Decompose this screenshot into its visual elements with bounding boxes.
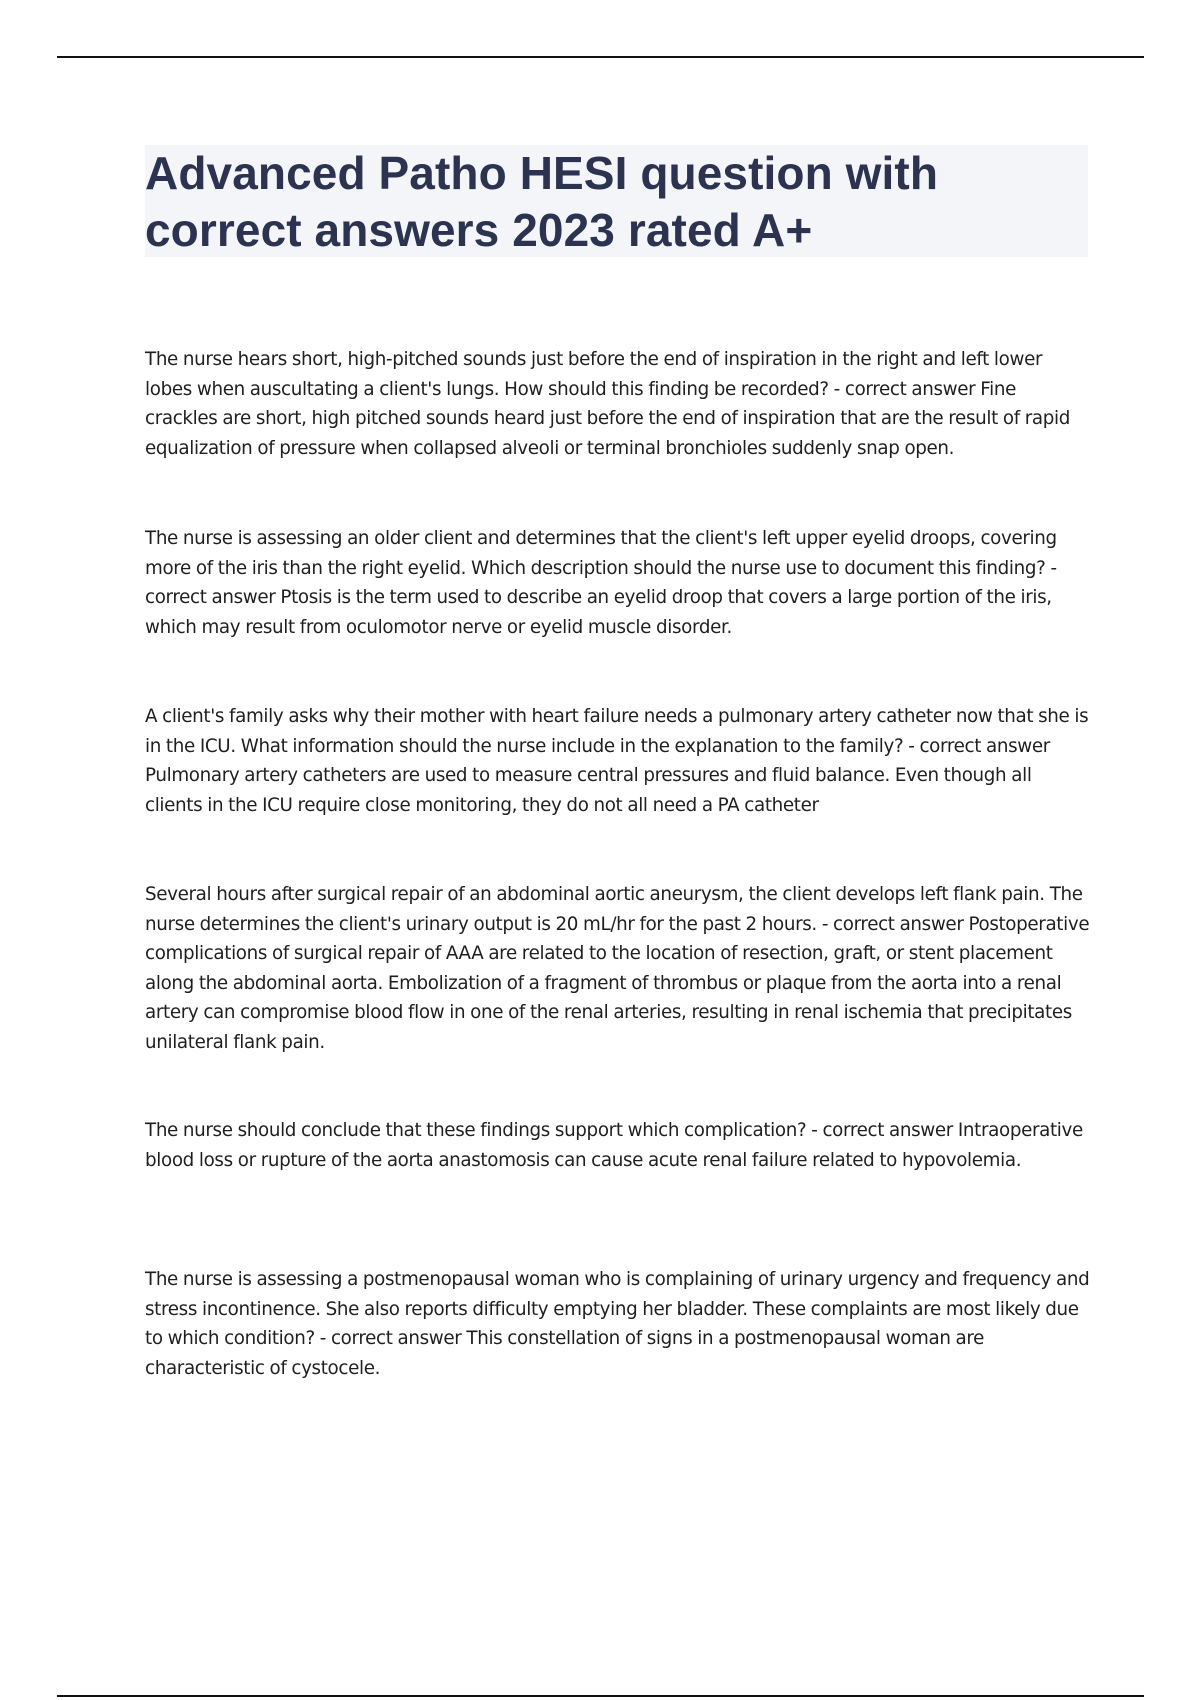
bottom-divider xyxy=(57,1695,1144,1697)
page-title: Advanced Patho HESI question with correct answers 2023 rated A+ xyxy=(145,147,939,256)
top-divider xyxy=(57,56,1144,58)
qa-entry: The nurse is assessing a postmenopausal woman who is complaining of urinary urgency and frequency and stress incontinence. She also reports difficulty emptying her bladder. These complaints are most likely due to which condition? - correct answer This constellation of signs in a postmenopausal woman are characteristic of cystocele. xyxy=(145,1269,1090,1379)
qa-entry: The nurse is assessing an older client and determines that the client's left upper eyelid droops, covering more of the iris than the right eyelid. Which description should the nurse use to document this finding? - correct answer Ptosis is the term used to describe an eyelid droop that covers a large portion of the iris, which may result from oculomotor nerve or eyelid muscle disorder. xyxy=(145,528,1057,638)
qa-entry: Several hours after surgical repair of an abdominal aortic aneurysm, the client develops left flank pain. The nurse determines the client's urinary output is 20 mL/hr for the past 2 hours. - correct answer Postoperative complications of surgical repair of AAA are related to the location of resection, graft, or stent placement along the abdominal aorta. Embolization of a fragment of thrombus or plaque from the aorta into a renal artery can compromise blood flow in one of the renal arteries, resulting in renal ischemia that precipitates unilateral flank pain. xyxy=(145,884,1090,1053)
qa-entry: The nurse hears short, high-pitched sounds just before the end of inspiration in the right and left lower lobes when auscultating a client's lungs. How should this finding be recorded? - correct answer Fine crackles are short, high pitched sounds heard just before the end of inspiration that are the result of rapid equalization of pressure when collapsed alveoli or terminal bronchioles suddenly snap open. xyxy=(145,349,1071,459)
title-banner xyxy=(145,145,1088,257)
qa-entry: The nurse should conclude that these findings support which complication? - correct answer Intraoperative blood loss or rupture of the aorta anastomosis can cause acute renal failure related to hypovolemia. xyxy=(145,1120,1083,1171)
qa-entry: A client's family asks why their mother with heart failure needs a pulmonary artery catheter now that she is in the ICU. What information should the nurse include in the explanation to the family? - correct answer Pulmonary artery catheters are used to measure central pressures and fluid balance. Even though all clients in the ICU require close monitoring, they do not all need a PA catheter xyxy=(145,706,1089,816)
